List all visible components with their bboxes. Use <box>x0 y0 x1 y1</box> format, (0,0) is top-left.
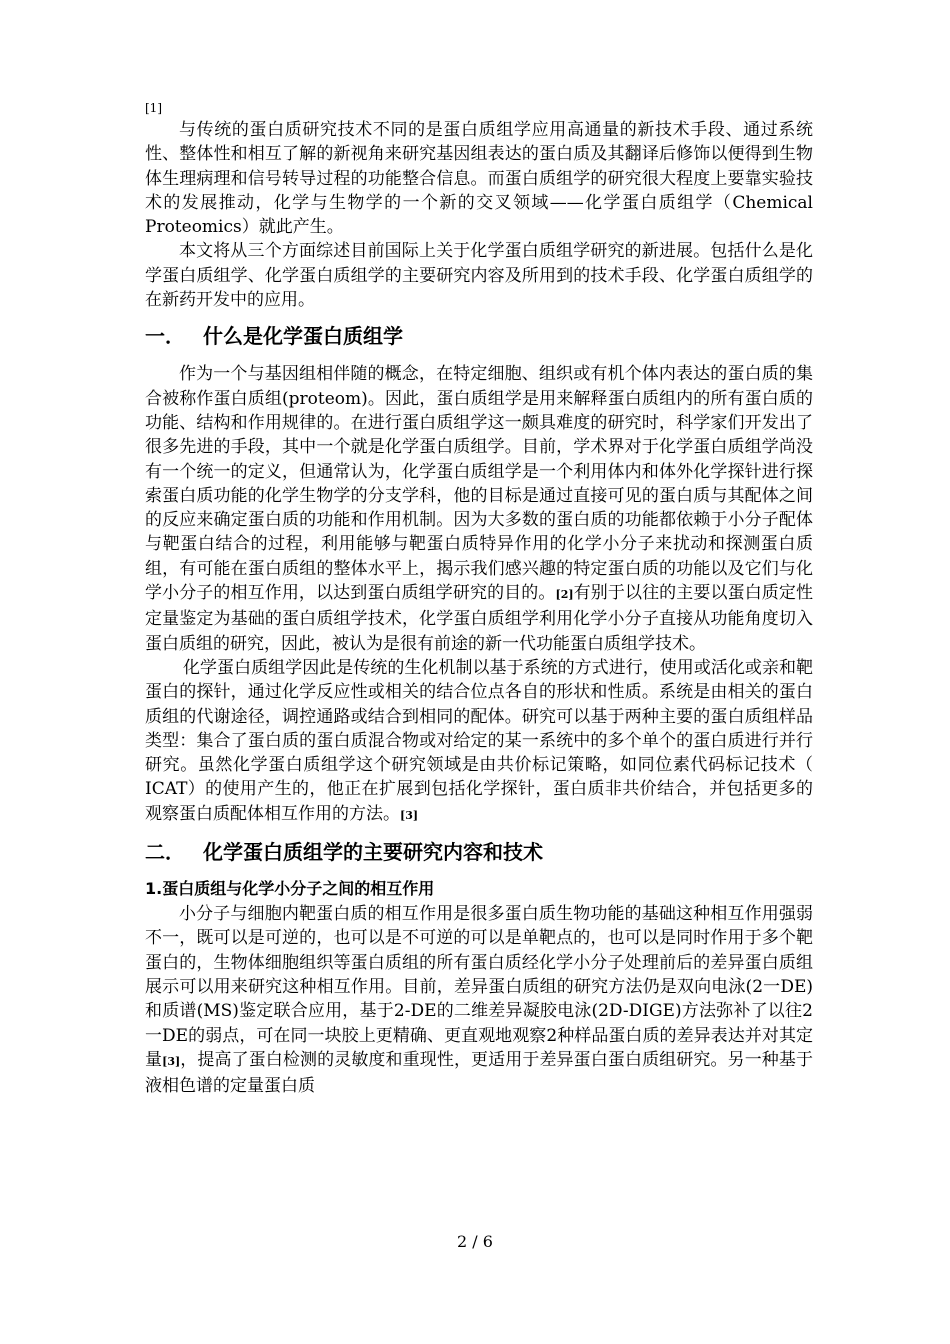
section-1-paragraph-2 <box>145 656 813 828</box>
section-1-paragraph-2-text: 化学蛋白质组学因此是传统的生化机制以基于系统的方式进行，使用或活化或亲和靶蛋白的探针，通过化学反应性或相关的结合位点各自的形状和性质。系统是由相关的蛋白质组的代谢途径，调控通路或结合到相同的配体。研究可以基于两种主要的蛋白质组样品类型：集合了蛋白质的蛋白质混合物或对给定的某一系统中的多个单个的蛋白质进行并行研究。虽然化学蛋白质组学这个研究领域是由共价标记策略，如同位素代码标记技术（ ICAT）的使用产生的，他正在扩展到包括化学探针，蛋白质非共价结合，并包括更多的观察蛋白质配体相互作用的方法。 <box>145 657 813 824</box>
citation-3: [3] <box>400 808 419 822</box>
section-1-paragraph-1 <box>145 362 813 656</box>
page-content <box>145 100 813 1098</box>
section-2-paragraph-1-text-b: ，提高了蛋白检测的灵敏度和重现性，更适用于差异蛋白蛋白质组研究。另一种基于液相色谱的定量蛋白质 <box>145 1049 814 1097</box>
section-1-title: 什么是化学蛋白质组学 <box>203 324 403 349</box>
page-number: 2 / 6 <box>457 1232 493 1251</box>
section-2-heading <box>145 838 813 866</box>
section-1-heading <box>145 322 813 350</box>
citation-3-second: [3] <box>162 1054 181 1068</box>
section-2-paragraph-1 <box>145 902 813 1098</box>
section-2-paragraph-1-text-a: 小分子与细胞内靶蛋白质的相互作用是很多蛋白质生物功能的基础这种相互作用强弱不一，既可以是可逆的，也可以是不可逆的可以是单靶点的，也可以是同时作用于多个靶蛋白的，生物体细胞组织等蛋白质组的所有蛋白质经化学小分子处理前后的差异蛋白质组展示可以用来研究这种相互作用。目前，差异蛋白质组的研究方法仍是双向电泳(2一DE)和质谱(MS)鉴定联合应用，基于2-DE的二维差异凝胶电泳(2D-DIGE)方法弥补了以往2一DE的弱点，可在同一块胶上更精确、更直观地观察2种样品蛋白质的差异表达并对其定量 <box>145 904 813 1070</box>
section-1-number: 一． <box>145 324 185 349</box>
reference-marker: [1] <box>145 101 162 115</box>
section-2-title: 化学蛋白质组学的主要研究内容和技术 <box>203 840 543 865</box>
intro-paragraph-1: 与传统的蛋白质研究技术不同的是蛋白质组学应用高通量的新技术手段、通过系统性、整体性和相互了解的新视角来研究基因组表达的蛋白质及其翻译后修饰以便得到生物体生理病理和信号转导过程的功能整合信息。而蛋白质组学的研究很大程度上要靠实验技术的发展推动，化学与生物学的一个新的交叉领域——化学蛋白质组学（Chemical Proteomics）就此产生。 <box>145 120 813 238</box>
subsection-1-heading: 1.蛋白质组与化学小分子之间的相互作用 <box>145 879 435 899</box>
section-1-paragraph-1-text-a: 作为一个与基因组相伴随的概念，在特定细胞、组织或有机个体内表达的蛋白质的集合被称作蛋白质组(proteom)。因此，蛋白质组学是用来解释蛋白质组内的所有蛋白质的功能、结构和作用规律的。在进行蛋白质组学这一颇具难度的研究时，科学家们开发出了很多先进的手段，其中一个就是化学蛋白质组学。目前，学术界对于化学蛋白质组学尚没有一个统一的定义，但通常认为，化学蛋白质组学是一个利用体内和体外化学探针进行探索蛋白质功能的化学生物学的分支学科，他的目标是通过直接可见的蛋白质与其配体之间的反应来确定蛋白质的功能和作用机制。因为大多数的蛋白质的功能都依赖于小分子配体与靶蛋白结合的过程，利用能够与靶蛋白质特异作用的化学小分子来扰动和探测蛋白质组，有可能在蛋白质组的整体水平上，揭示我们感兴趣的特定蛋白质的功能以及它们与化学小分子的相互作用，以达到蛋白质组学研究的目的。 <box>145 364 813 604</box>
intro-paragraph-2: 本文将从三个方面综述目前国际上关于化学蛋白质组学研究的新进展。包括什么是化学蛋白质组学、化学蛋白质组学的主要研究内容及所用到的技术手段、化学蛋白质组学的在新药开发中的应用。 <box>145 241 813 311</box>
citation-2: [2] <box>555 588 574 602</box>
section-1-paragraph-1-text-b: 有别于以往的主要以蛋白质定性定量鉴定为基础的蛋白质组学技术，化学蛋白质组学利用化学小分子直接从功能角度切入蛋白质组的研究，因此，被认为是很有前途的新一代功能蛋白质组学技术。 <box>145 583 814 654</box>
section-2-number: 二． <box>145 840 185 865</box>
